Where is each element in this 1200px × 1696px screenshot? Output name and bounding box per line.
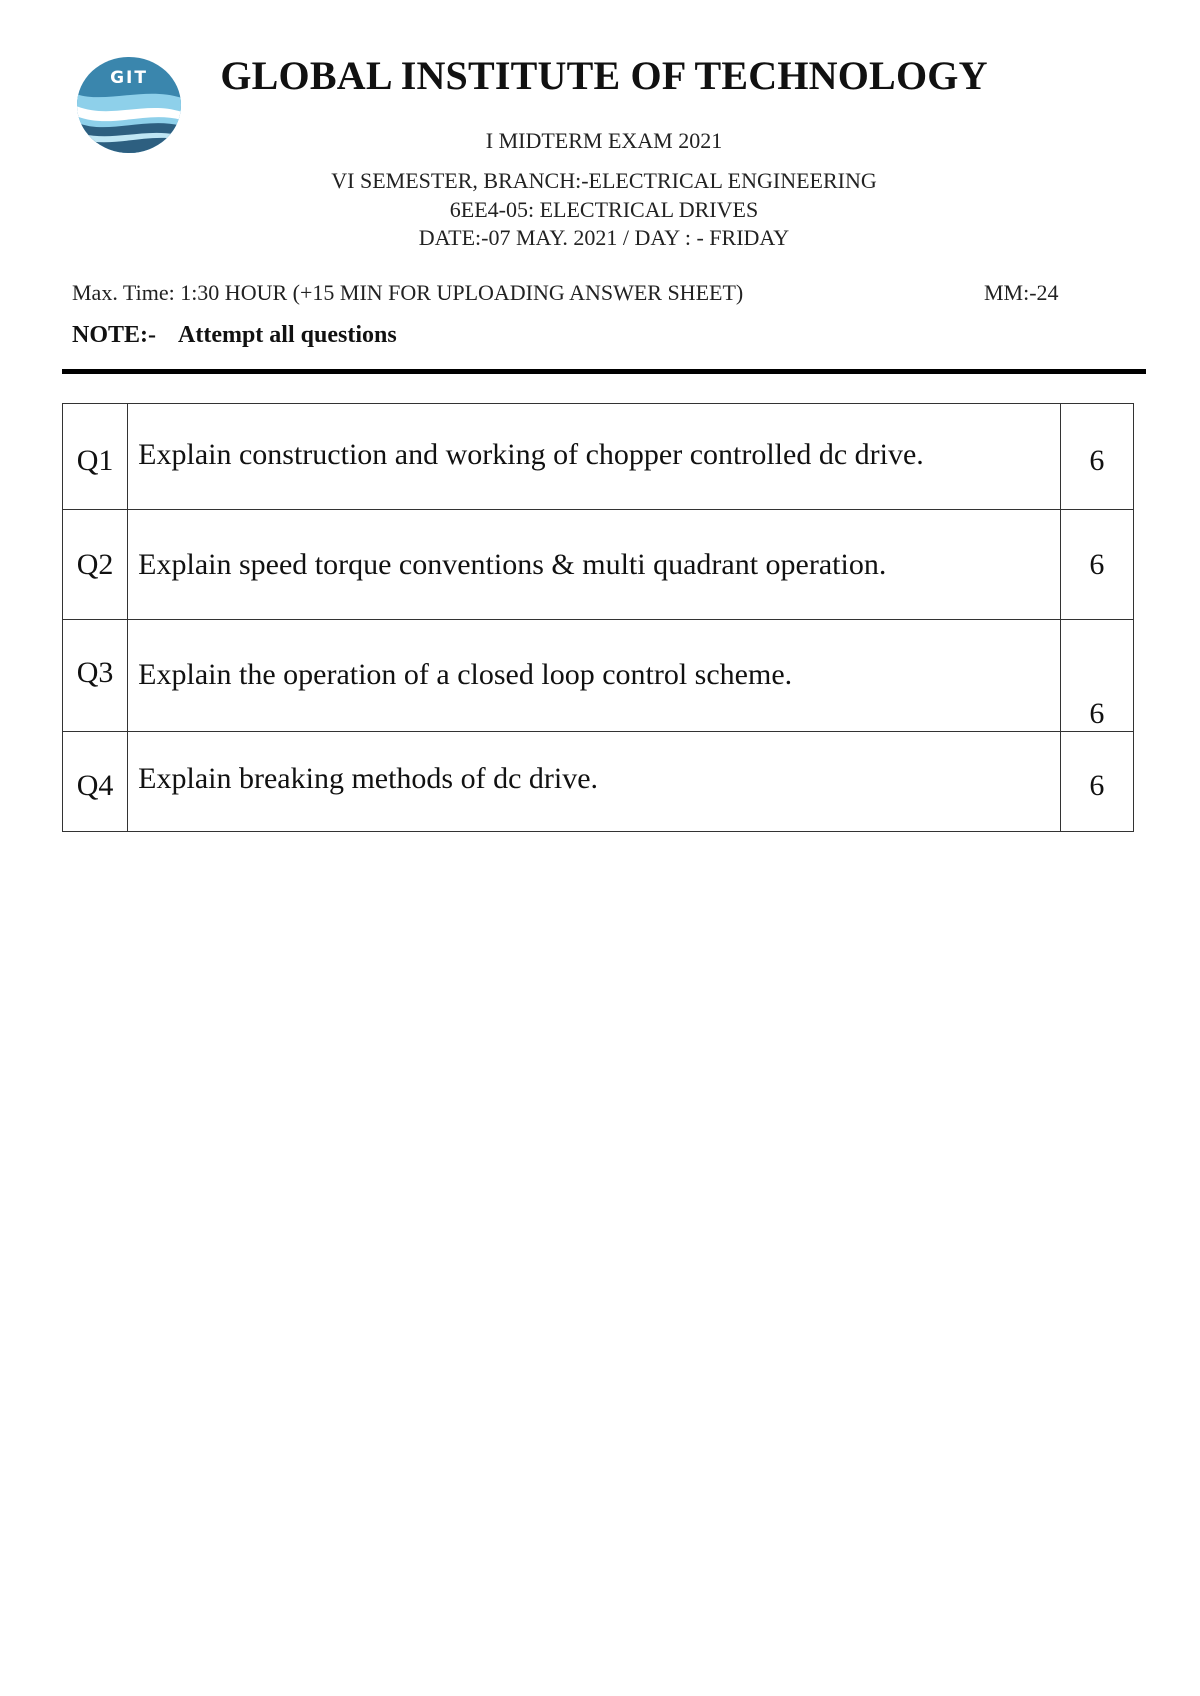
table-row [63,620,1134,732]
table-row [63,404,1134,510]
logo-text: GIT [110,68,148,88]
question-text: Explain the operation of a closed loop control scheme. [128,620,1061,732]
question-text: Explain breaking methods of dc drive. [128,732,1061,832]
question-number: Q2 [63,510,128,620]
exam-title: I MIDTERM EXAM 2021 [485,128,723,153]
question-marks: 6 [1060,732,1133,832]
table-row [63,510,1134,620]
question-marks: 6 [1060,510,1133,620]
max-time: Max. Time: 1:30 HOUR (+15 MIN FOR UPLOADING ANSWER SHEET) [72,280,744,305]
institute-name: GLOBAL INSTITUTE OF TECHNOLOGY [220,53,988,98]
exam-date: DATE:-07 MAY. 2021 / DAY : - FRIDAY [418,225,790,250]
question-marks: 6 [1060,620,1133,732]
semester-branch: VI SEMESTER, BRANCH:-ELECTRICAL ENGINEERING [331,168,877,193]
question-number: Q1 [63,404,128,510]
question-number: Q4 [63,732,128,832]
question-text: Explain construction and working of chopper controlled dc drive. [128,404,1061,510]
max-marks: MM:-24 [984,280,1059,305]
subject-code: 6EE4-05: ELECTRICAL DRIVES [449,197,759,222]
header-divider [62,369,1146,374]
questions-table [62,403,1134,832]
note [72,322,397,349]
note-text: Attempt all questions [178,322,397,348]
question-number: Q3 [63,620,128,732]
question-marks: 6 [1060,404,1133,510]
question-text: Explain speed torque conventions & multi quadrant operation. [128,510,1061,620]
table-row [63,732,1134,832]
note-label: NOTE:- [72,322,156,348]
